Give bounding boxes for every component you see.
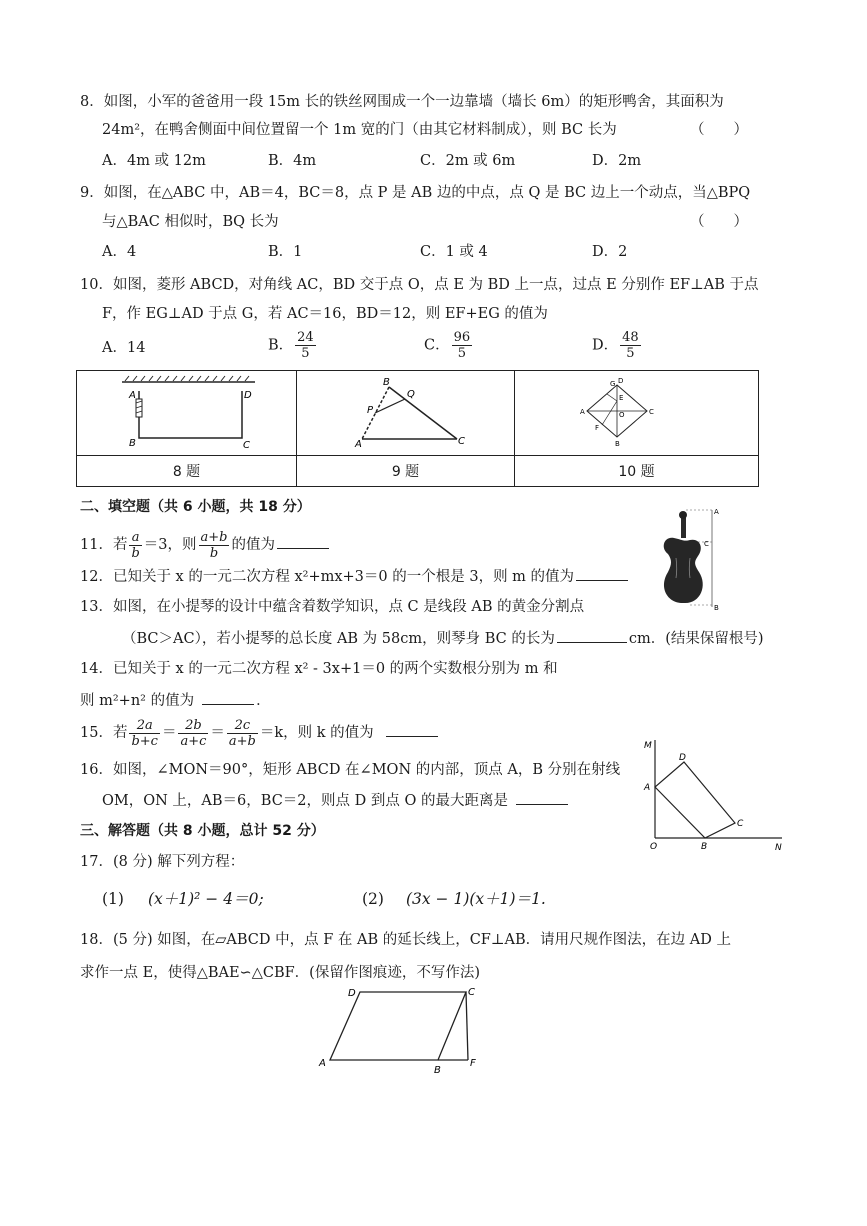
q10-line1: 10．如图，菱形 ABCD，对角线 AC，BD 交于点 O，点 E 为 BD 上一点，过点 E 分别作 EF⊥AB 于点 — [80, 277, 759, 293]
figure-cell-8 — [77, 371, 297, 456]
q18-line1: 18．(5 分) 如图，在▱ABCD 中，点 F 在 AB 的延长线上，CF⊥AB．请用尺规作图法，在边 AD 上 — [80, 932, 731, 948]
violin-label-b: B — [714, 604, 719, 611]
fig16-label-d: D — [679, 753, 686, 763]
figure-8-duck-coop — [77, 371, 296, 455]
q10-option-d: D． $\frac{48}{5}$ — [592, 330, 639, 361]
violin-label-c: C — [704, 540, 709, 548]
figure-9-triangle — [297, 371, 514, 455]
figure-table — [76, 370, 759, 487]
q15-answer-blank[interactable] — [386, 722, 438, 737]
q10-option-d-fraction: $\frac{48}{5}$ — [622, 330, 639, 361]
figure-caption-10: 10 题 — [515, 456, 759, 487]
q15-fraction-3: $\frac{2c}{a+b}$ — [228, 717, 256, 749]
fig8-label-b: B — [129, 438, 136, 449]
figure-16-angle-rectangle — [640, 735, 790, 855]
fig10-label-o: O — [619, 411, 625, 419]
q10-option-b-fraction: $\frac{24}{5}$ — [297, 330, 314, 361]
figure-18-parallelogram — [310, 980, 490, 1075]
q10-option-c: C． $\frac{96}{5}$ — [424, 330, 471, 361]
q12-answer-blank[interactable] — [576, 566, 628, 581]
fig9-label-a: A — [355, 439, 362, 450]
fig10-label-e: E — [619, 394, 624, 402]
q10-line2: F，作 EG⊥AD 于点 G，若 AC＝16，BD＝12，则 EF+EG 的值为 — [102, 306, 548, 322]
q8-option-d: D．2m — [592, 153, 642, 169]
violin-label-a: A — [714, 508, 719, 516]
q8-answer-paren: （ ） — [690, 122, 748, 138]
violin-scroll — [679, 511, 687, 519]
figure-cell-9 — [297, 371, 515, 456]
fig16-label-o: O — [650, 842, 658, 852]
q17-part-1: (1) (x＋1)² − 4＝0; — [102, 890, 264, 908]
fig16-label-c: C — [737, 819, 744, 829]
q8-option-a: A．4m 或 12m — [102, 153, 206, 169]
q8-line1: 8．如图，小军的爸爸用一段 15m 长的铁丝网围成一个一边靠墙（墙长 6m）的矩形鸭舍，其面积为 — [80, 94, 724, 110]
q11-fraction-2: $\frac{a+b}{b}$ — [200, 529, 228, 561]
fig8-label-d: D — [244, 390, 252, 401]
fig8-label-c: C — [243, 440, 250, 451]
figure-caption-9: 9 题 — [297, 456, 515, 487]
q16-line2: OM，ON 上，AB＝6，BC＝2，则点 D 到点 O 的最大距离是 — [102, 790, 570, 811]
fig18-label-d: D — [348, 988, 356, 999]
q9-option-c: C．1 或 4 — [420, 244, 488, 260]
q14-line1: 14．已知关于 x 的一元二次方程 x² - 3x+1＝0 的两个实数根分别为 m 和 — [80, 661, 558, 677]
section-2-heading: 二、填空题（共 6 小题，共 18 分） — [80, 499, 311, 515]
q9-option-d: D．2 — [592, 244, 628, 260]
fig10-label-d: D — [618, 377, 624, 385]
q10-option-a: A．14 — [102, 340, 146, 356]
q16-answer-blank[interactable] — [516, 790, 568, 805]
q14-line2: 则 m²+n² 的值为 ． — [80, 690, 271, 711]
violin-figure — [650, 506, 730, 611]
fig10-label-b: B — [615, 440, 620, 448]
q10-option-c-fraction: $\frac{96}{5}$ — [453, 330, 471, 361]
q9-line1: 9．如图，在△ABC 中，AB＝4，BC＝8，点 P 是 AB 边的中点，点 Q 是 BC 边上一个动点，当△BPQ — [80, 185, 751, 201]
fig8-label-a: A — [129, 390, 136, 401]
fig18-label-a: A — [319, 1058, 326, 1069]
q8-option-b: B．4m — [268, 153, 317, 169]
figure-cell-10 — [515, 371, 759, 456]
fig18-label-c: C — [468, 987, 475, 998]
q13-line1: 13．如图，在小提琴的设计中蕴含着数学知识，点 C 是线段 AB 的黄金分割点 — [80, 599, 585, 615]
q9-line2: 与△BAC 相似时，BQ 长为 — [102, 214, 279, 230]
fig10-label-c: C — [649, 408, 654, 416]
q9-answer-paren: （ ） — [690, 214, 748, 230]
fig10-label-g: G — [610, 380, 616, 388]
fig9-label-q: Q — [407, 389, 415, 400]
violin-body — [664, 538, 703, 603]
q15-fraction-2: $\frac{2b}{a+c}$ — [180, 717, 207, 749]
section-3-heading: 三、解答题（共 8 小题，总计 52 分） — [80, 823, 325, 839]
fig9-label-c: C — [458, 436, 465, 447]
q8-line2: 24m²，在鸭舍侧面中间位置留一个 1m 宽的门（由其它材料制成），则 BC 长为 — [102, 122, 617, 138]
fig18-label-f: F — [470, 1058, 476, 1069]
q16-line1: 16．如图，∠MON＝90°，矩形 ABCD 在∠MON 的内部，顶点 A，B 分别在射线 — [80, 762, 621, 778]
q9-option-b: B．1 — [268, 244, 303, 260]
q12: 12．已知关于 x 的一元二次方程 x²+mx+3＝0 的一个根是 3，则 m 的值为 — [80, 566, 630, 587]
q17-part-2: (2) (3x − 1)(x＋1)＝1. — [362, 890, 546, 908]
q10-option-b: B． $\frac{24}{5}$ — [268, 330, 314, 361]
fig16-label-n: N — [775, 843, 782, 853]
figure-10-rhombus — [515, 371, 758, 455]
q11-answer-blank[interactable] — [277, 534, 329, 549]
figure-caption-8: 8 题 — [77, 456, 297, 487]
fig9-label-b: B — [383, 377, 390, 388]
q13-answer-blank[interactable] — [557, 628, 627, 643]
q18-line2: 求作一点 E，使得△BAE∽△CBF．(保留作图痕迹，不写作法) — [80, 965, 480, 981]
fig16-label-b: B — [701, 842, 708, 852]
q8-option-c: C．2m 或 6m — [420, 153, 516, 169]
q15: 15．若 $\frac{2a}{b+c}$ ＝ $\frac{2b}{a+c}$ ＝ $\frac{2c}{a+b}$ ＝k，则 k 的值为 — [80, 715, 440, 751]
fig9-label-p: P — [367, 405, 374, 416]
fig18-label-b: B — [434, 1065, 441, 1075]
q13-line2: （BC＞AC），若小提琴的总长度 AB 为 58cm，则琴身 BC 的长为 cm．(结果保留根号) — [122, 628, 764, 649]
q14-answer-blank[interactable] — [202, 690, 254, 705]
q11: 11．若 $\frac{a}{b}$ ＝3，则 $\frac{a+b}{b}$ 的值为 — [80, 528, 331, 562]
fig10-label-a: A — [580, 408, 585, 416]
fig16-label-a: A — [644, 783, 651, 793]
q17-title: 17．(8 分) 解下列方程： — [80, 854, 245, 870]
fig10-label-f: F — [595, 424, 600, 432]
q9-option-a: A．4 — [102, 244, 137, 260]
fig16-label-m: M — [644, 741, 652, 751]
q11-fraction-1: $\frac{a}{b}$ — [131, 529, 140, 561]
q15-fraction-1: $\frac{2a}{b+c}$ — [131, 717, 158, 749]
